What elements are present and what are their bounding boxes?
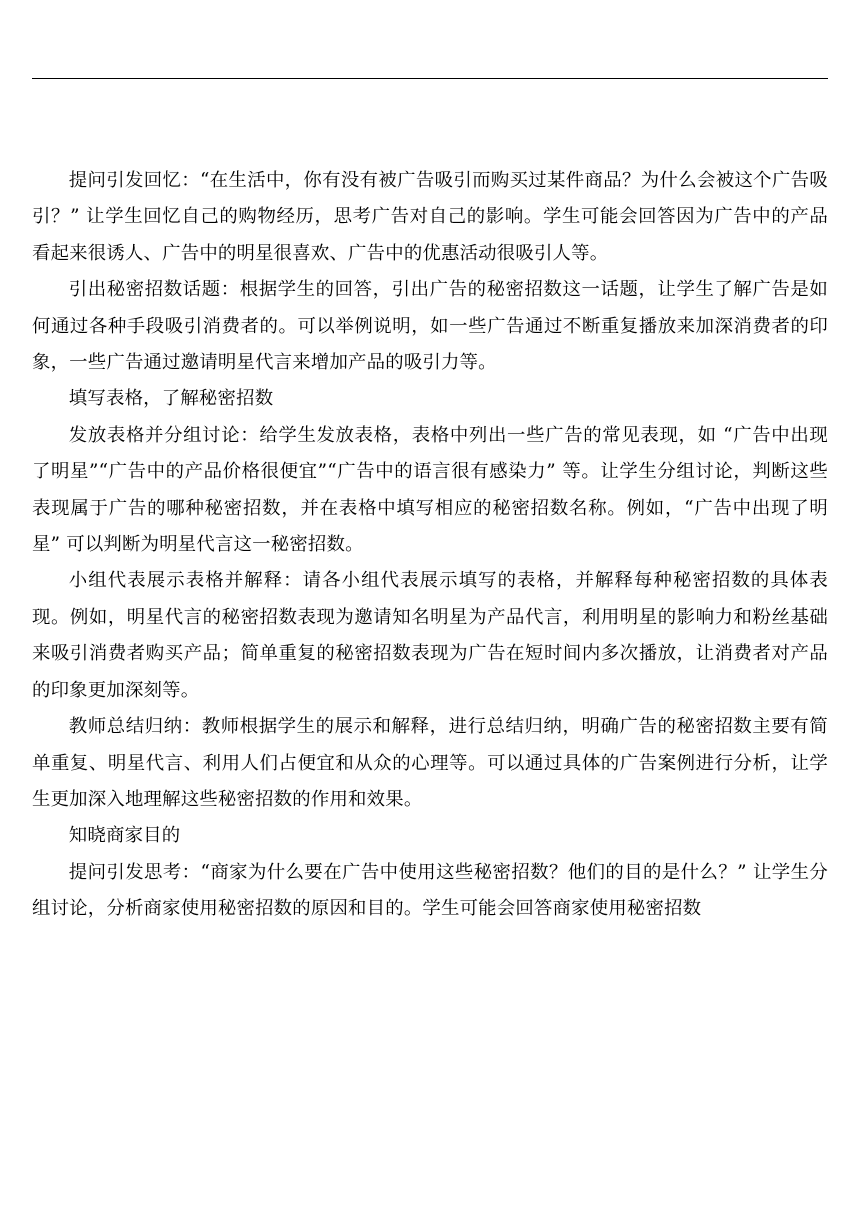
paragraph-recall-question: 提问引发回忆：“在生活中，你有没有被广告吸引而购买过某件商品？为什么会被这个广告吸引？” 让学生回忆自己的购物经历，思考广告对自己的影响。学生可能会回答因为广告中的产品看起来很诱人、广告中的明星很喜欢、广告中的优惠活动很吸引人等。: [32, 170, 828, 264]
paragraph-group-presentation: 小组代表展示表格并解释：请各小组代表展示填写的表格，并解释每种秘密招数的具体表现。例如，明星代言的秘密招数表现为邀请知名明星为产品代言，利用明星的影响力和粉丝基础来吸引消费者购买产品；简单重复的秘密招数表现为广告在短时间内多次播放，让消费者对产品的印象更加深刻等。: [32, 570, 828, 701]
document-body: [32, 163, 828, 928]
paragraph-teacher-summary: 教师总结归纳：教师根据学生的展示和解释，进行总结归纳，明确广告的秘密招数主要有简单重复、明星代言、利用人们占便宜和从众的心理等。可以通过具体的广告案例进行分析，让学生更加深入地理解这些秘密招数的作用和效果。: [32, 716, 828, 810]
section-heading-fill-table: 填写表格，了解秘密招数: [68, 388, 274, 410]
paragraph-merchant-question: 提问引发思考：“商家为什么要在广告中使用这些秘密招数？他们的目的是什么？” 让学生分组讨论，分析商家使用秘密招数的原因和目的。学生可能会回答商家使用秘密招数: [32, 861, 828, 920]
paragraph-introduce-secret-tricks: 引出秘密招数话题：根据学生的回答，引出广告的秘密招数这一话题，让学生了解广告是如何通过各种手段吸引消费者的。可以举例说明，如一些广告通过不断重复播放来加深消费者的印象，一些广告通过邀请明星代言来增加产品的吸引力等。: [32, 279, 828, 374]
paragraph-distribute-table: 发放表格并分组讨论：给学生发放表格，表格中列出一些广告的常见表现，如 “广告中出现了明星”“广告中的产品价格很便宜”“广告中的语言很有感染力” 等。让学生分组讨论，判断这些表现属于广告的哪种秘密招数，并在表格中填写相应的秘密招数名称。例如，“广告中出现了明星” 可以判断为明星代言这一秘密招数。: [32, 424, 828, 556]
section-heading-merchant-purpose: 知晓商家目的: [68, 825, 181, 847]
header-rule: [32, 78, 828, 79]
